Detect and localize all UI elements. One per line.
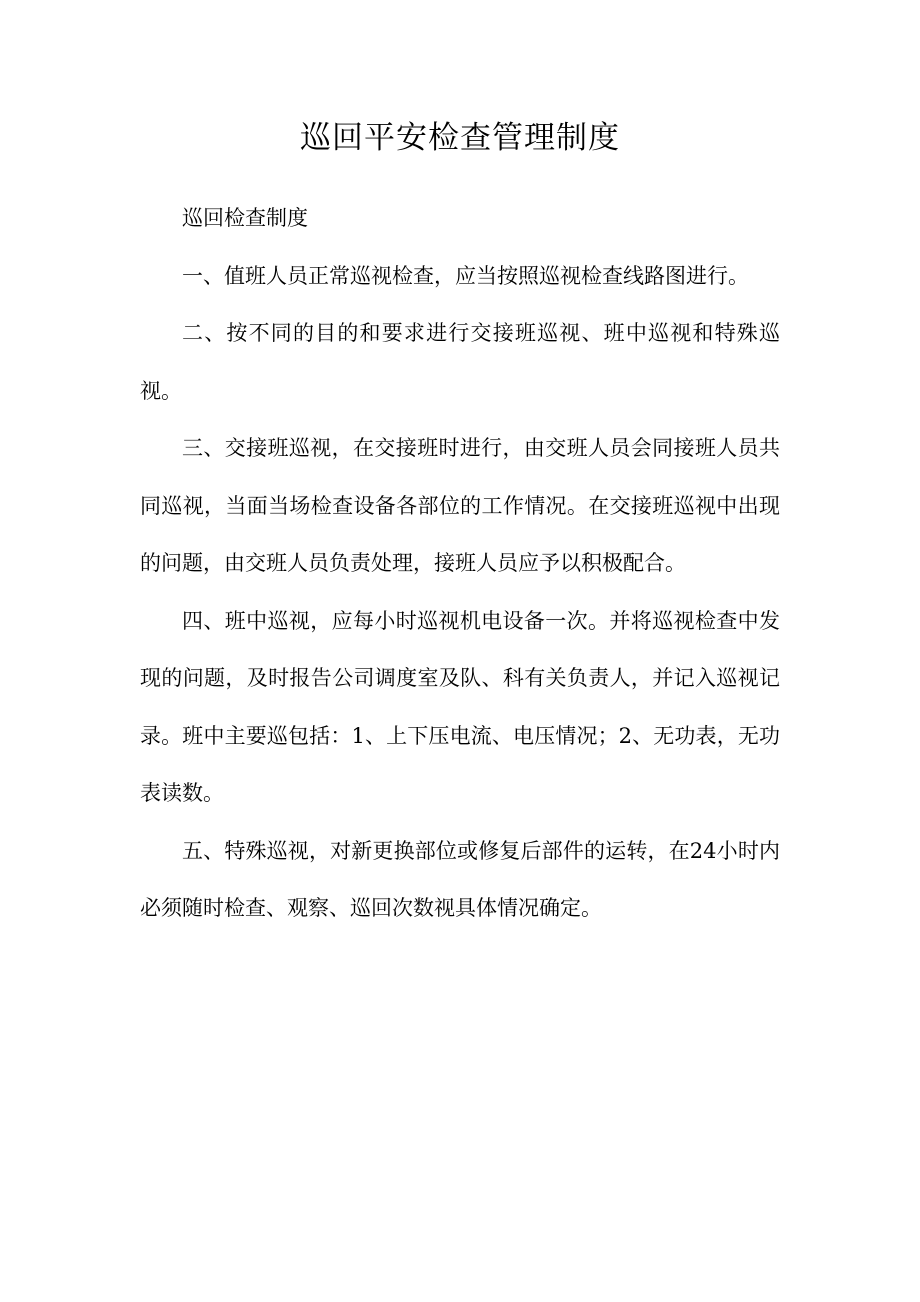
paragraph-1: 一、值班人员正常巡视检查，应当按照巡视检查线路图进行。	[182, 263, 749, 288]
paragraph-4: 四、班中巡视，应每小时巡视机电设备一次。并将巡视检查中发现的问题，及时报告公司调度室及队、科有关负责人，并记入巡视记录。班中主要巡包括：1、上下压电流、电压情况；2、无功表，无功表读数。	[140, 608, 780, 805]
section-heading: 巡回检查制度	[182, 206, 308, 230]
paragraph-3: 三、交接班巡视，在交接班时进行，由交班人员会同接班人员共同巡视，当面当场检查设备各部位的工作情况。在交接班巡视中出现的问题，由交班人员负责处理，接班人员应予以积极配合。	[140, 436, 780, 575]
document-body	[140, 190, 780, 938]
document-title: 巡回平安检查管理制度	[300, 120, 620, 156]
paragraph-2: 二、按不同的目的和要求进行交接班巡视、班中巡视和特殊巡视。	[140, 321, 780, 403]
paragraph-5: 五、特殊巡视，对新更换部位或修复后部件的运转，在24小时内必须随时检查、观察、巡回次数视具体情况确定。	[140, 838, 780, 920]
